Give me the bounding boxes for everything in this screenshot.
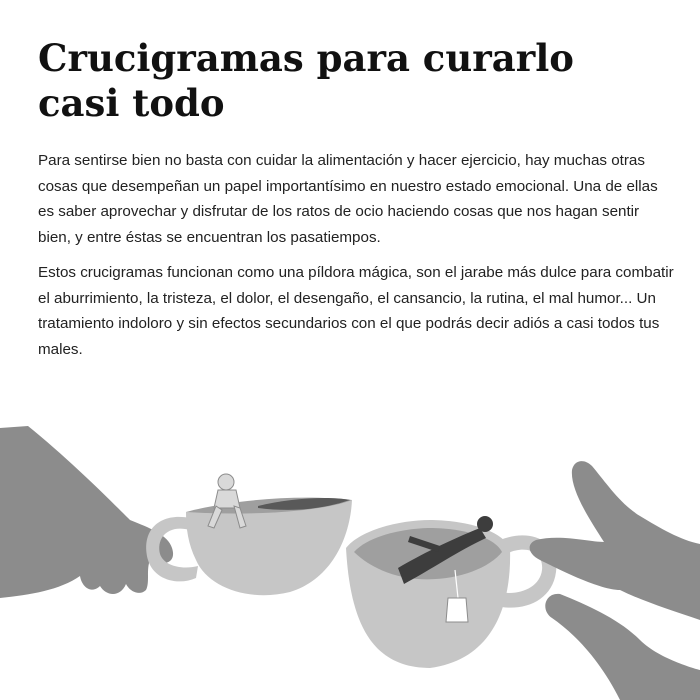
right-cup — [346, 516, 556, 668]
paragraph-2: Estos crucigramas funcionan como una píldora mágica, son el jarabe más dulce para combatir el aburrimiento, la tristeza, el dolor, el desengaño, el cansancio, la rutina, el mal humor... Un tratamiento indoloro y sin efectos secundarios con el que podrás decir adiós a casi todos tus males. — [38, 264, 674, 358]
left-hand — [0, 426, 173, 598]
intro-text — [38, 148, 674, 372]
left-cup — [146, 498, 352, 596]
paragraph-1: Para sentirse bien no basta con cuidar la alimentación y hacer ejercicio, hay muchas otras cosas que desempeñan un papel importantísimo en nuestro estado emocional. Una de ellas es saber aprovechar y disfrutar de los ratos de ocio haciendo cosas que nos hagan sentir bien, y entre éstas se encuentran los pasatiempos. — [38, 152, 658, 246]
right-hand — [530, 461, 700, 700]
teacups-illustration — [0, 420, 700, 700]
page-title: Crucigramas para curarlo casi todo — [38, 36, 574, 125]
